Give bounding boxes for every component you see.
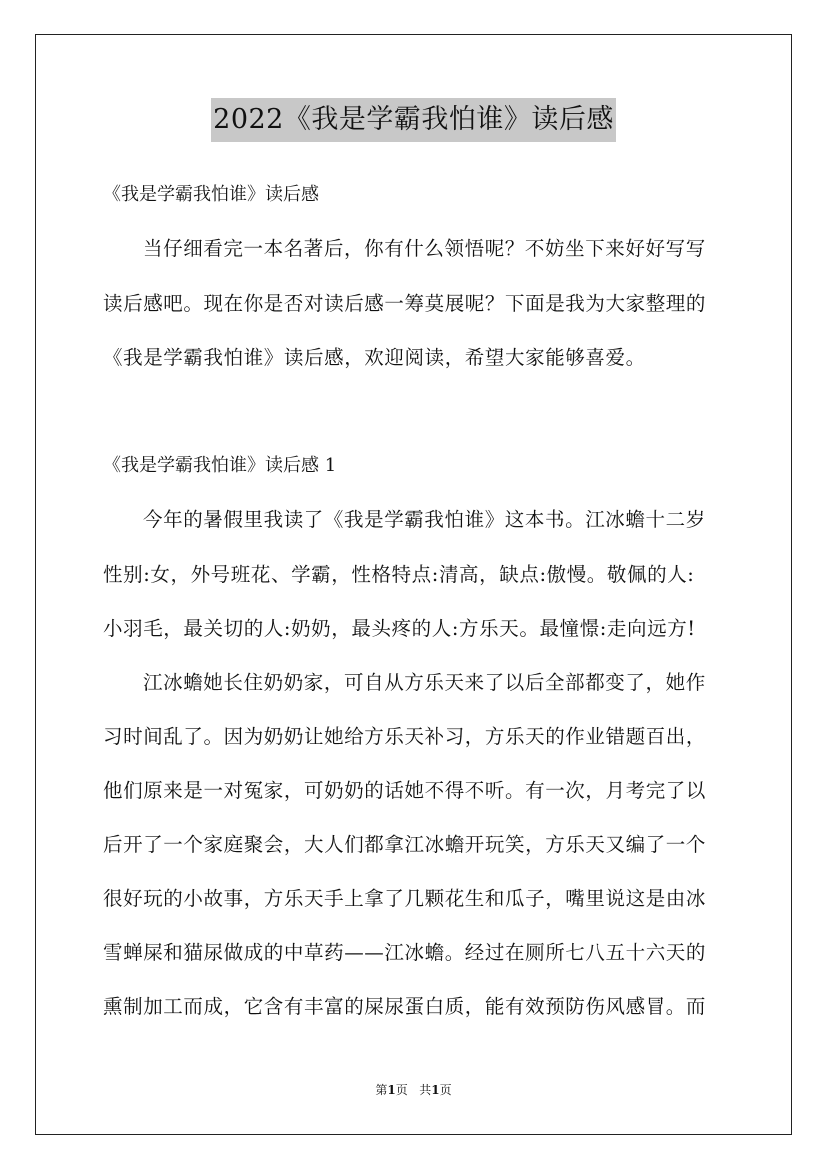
- paragraph-line: 熏制加工而成，它含有丰富的屎尿蛋白质，能有效预防伤风感冒。而: [103, 995, 707, 1018]
- paragraph-line: 很好玩的小故事，方乐天手上拿了几颗花生和瓜子，嘴里说这是由冰: [103, 887, 707, 910]
- paragraph-line: 习时间乱了。因为奶奶让她给方乐天补习，方乐天的作业错题百出，: [103, 725, 707, 748]
- paragraph-line: 雪蝉屎和猫尿做成的中草药——江冰蟾。经过在厕所七八五十六天的: [103, 941, 707, 964]
- intro-line: 读后感吧。现在你是否对读后感一筹莫展呢？下面是我为大家整理的: [103, 292, 707, 315]
- document-subtitle: 《我是学霸我怕谁》读后感: [103, 184, 319, 205]
- paragraph-line: 今年的暑假里我读了《我是学霸我怕谁》这本书。江冰蟾十二岁: [143, 508, 706, 531]
- total-prefix: 共: [419, 1083, 432, 1097]
- page-number: 1: [387, 1083, 396, 1097]
- paragraph-line: 性别:女，外号班花、学霸，性格特点:清高，缺点:傲慢。敬佩的人:: [103, 563, 695, 586]
- page-prefix: 第: [375, 1083, 388, 1097]
- section-heading: 《我是学霸我怕谁》读后感 1: [103, 455, 337, 476]
- page-footer: [0, 1081, 827, 1099]
- intro-line: 当仔细看完一本名著后，你有什么领悟呢？不妨坐下来好好写写: [143, 237, 706, 260]
- total-pages: 1: [431, 1083, 440, 1097]
- title-container: [0, 98, 827, 142]
- total-suffix: 页: [439, 1083, 452, 1097]
- paragraph-line: 江冰蟾她长住奶奶家，可自从方乐天来了以后全部都变了，她作: [143, 671, 706, 694]
- paragraph-line: 他们原来是一对冤家，可奶奶的话她不得不听。有一次，月考完了以: [103, 779, 707, 802]
- page-suffix: 页: [395, 1083, 408, 1097]
- paragraph-line: 小羽毛，最关切的人:奶奶，最头疼的人:方乐天。最憧憬:走向远方!: [103, 617, 696, 640]
- paragraph-line: 后开了一个家庭聚会，大人们都拿江冰蟾开玩笑，方乐天又编了一个: [103, 833, 707, 856]
- document-title: 2022《我是学霸我怕谁》读后感: [211, 98, 616, 142]
- intro-line: 《我是学霸我怕谁》读后感，欢迎阅读，希望大家能够喜爱。: [103, 346, 646, 369]
